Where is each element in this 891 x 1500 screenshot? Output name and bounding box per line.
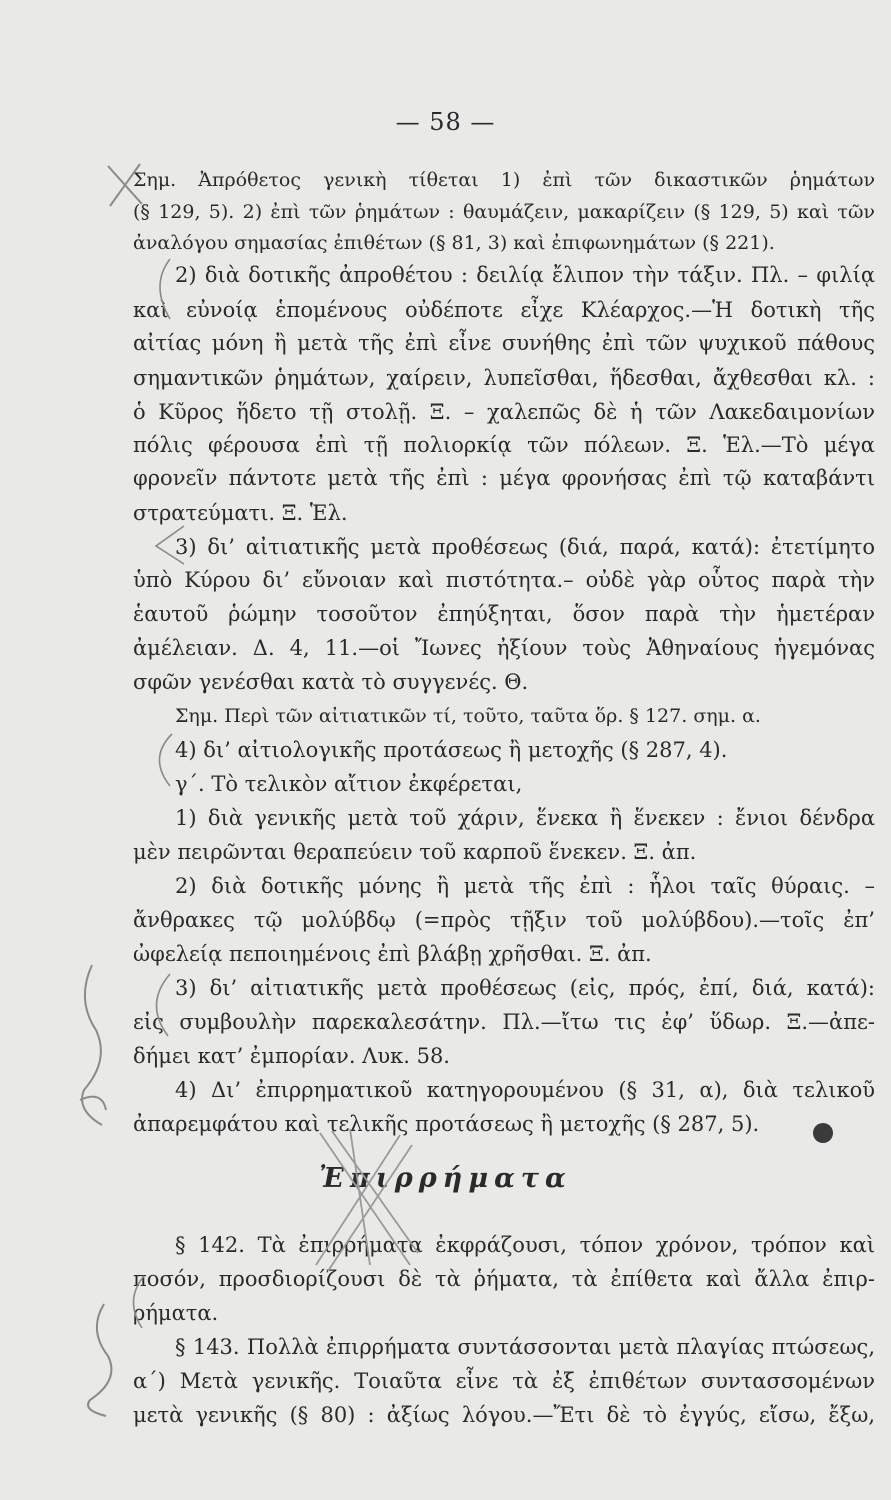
text-line: εἰς συμβουλὴν παρεκαλεσάτην. Πλ.—ἴτω τις ἐφ’ ὕδωρ. Ξ.—ἀπε-: [133, 1010, 875, 1034]
text-line: στρατεύματι. Ξ. Ἑλ.: [133, 501, 348, 525]
pencil-squiggle-mark: [70, 1300, 130, 1420]
text-line: πόλις φέρουσα ἐπὶ τῇ πολιορκίᾳ τῶν πόλεων. Ξ. Ἑλ.—Τὸ μέγα: [133, 433, 875, 457]
pencil-bracket-mark: [140, 730, 180, 790]
text-line: ἑαυτοῦ ῥώμην τοσοῦτον ἐπηύξηται, ὅσον παρὰ τὴν ἡμετέραν: [133, 602, 875, 626]
text-line: ὁ Κῦρος ἥδετο τῇ στολῇ. Ξ. – χαλεπῶς δὲ ἡ τῶν Λακεδαιμονίων: [133, 400, 875, 424]
section-heading: Ἐπιρρήματα: [319, 1163, 572, 1194]
text-line: § 143. Πολλὰ ἐπιρρήματα συντάσσονται μετὰ πλαγίας πτώσεως,: [175, 1335, 875, 1359]
text-line: ἀναλόγου σημασίας ἐπιθέτων (§ 81, 3) καὶ ἐπιφωνημάτων (§ 221).: [133, 232, 775, 254]
text-line: σφῶν γενέσθαι κατὰ τὸ συγγενές. Θ.: [133, 670, 529, 694]
text-line: 2) διὰ δοτικῆς μόνης ἢ μετὰ τῆς ἐπὶ : ἧλοι ταῖς θύραις. –: [175, 874, 875, 898]
text-line: 4) δι’ αἰτιολογικῆς προτάσεως ἢ μετοχῆς (§ 287, 4).: [175, 738, 728, 762]
page-number: — 58 —: [395, 108, 496, 136]
text-line: μὲν πειρῶνται θεραπεύειν τοῦ καρποῦ ἕνεκεν. Ξ. ἀπ.: [133, 840, 697, 864]
text-line: δήμει κατ’ ἐμπορίαν. Λυκ. 58.: [133, 1044, 450, 1068]
text-line: μετὰ γενικῆς (§ 80) : ἀξίως λόγου.—Ἔτι δὲ τὸ ἐγγύς, εἴσω, ἔξω,: [133, 1403, 875, 1427]
text-line: 1) διὰ γενικῆς μετὰ τοῦ χάριν, ἕνεκα ἢ ἕνεκεν : ἔνιοι δένδρα: [175, 806, 875, 830]
text-line: φρονεῖν πάντοτε μετὰ τῆς ἐπὶ : μέγα φρονήσας ἐπὶ τῷ καταβάντι: [133, 466, 875, 490]
text-line: α΄) Μετὰ γενικῆς. Τοιαῦτα εἶνε τὰ ἐξ ἐπιθέτων συντασσομένων: [133, 1369, 875, 1393]
text-line: Σημ. Περὶ τῶν αἰτιατικῶν τί, τοῦτο, ταῦτα ὅρ. § 127. σημ. α.: [175, 705, 761, 727]
pencil-squiggle-mark: [62, 960, 122, 1130]
text-line: ὑπὸ Κύρου δι’ εὔνοιαν καὶ πιστότητα.– οὐδὲ γὰρ οὗτος παρὰ τὴν: [133, 568, 875, 592]
text-line: ρήματα.: [133, 1301, 219, 1325]
text-line: Σημ. Ἀπρόθετος γενικὴ τίθεται 1) ἐπὶ τῶν δικαστικῶν ῥημάτων: [133, 169, 875, 191]
text-line: ἄνθρακες τῷ μολύβδῳ (=πρὸς τῇξιν τοῦ μολύβδου).—τοῖς ἐπ’: [133, 908, 875, 932]
text-line: 4) Δι’ ἐπιρρηματικοῦ κατηγορουμένου (§ 31, α), διὰ τελικοῦ: [175, 1078, 875, 1102]
text-line: 3) δι’ αἰτιατικῆς μετὰ προθέσεως (διά, παρά, κατά): ἐτετίμητο: [175, 535, 875, 559]
text-line: σημαντικῶν ῥημάτων, χαίρειν, λυπεῖσθαι, ἥδεσθαι, ἄχθεσθαι κλ. :: [133, 366, 875, 390]
text-line: καὶ εὐνοίᾳ ἑπομένους οὐδέποτε εἶχε Κλέαρχος.—Ἡ δοτικὴ τῆς: [133, 298, 875, 322]
text-line: 3) δι’ αἰτιατικῆς μετὰ προθέσεως (εἰς, πρός, ἐπί, διά, κατά):: [175, 976, 875, 1000]
text-line: αἰτίας μόνη ἢ μετὰ τῆς ἐπὶ εἶνε συνήθης ἐπὶ τῶν ψυχικοῦ πάθους: [133, 331, 875, 355]
text-line: ποσόν, προσδιορίζουσι δὲ τὰ ῥήματα, τὰ ἐπίθετα καὶ ἄλλα ἐπιρ-: [133, 1267, 875, 1291]
text-line: γ΄. Τὸ τελικὸν αἴτιον ἐκφέρεται,: [175, 772, 523, 796]
text-line: ἀπαρεμφάτου καὶ τελικῆς προτάσεως ἢ μετοχῆς (§ 287, 5).: [133, 1112, 760, 1136]
text-line: ἀμέλειαν. Δ. 4, 11.—οἱ Ἴωνες ἠξίουν τοὺς Ἀθηναίους ἡγεμόνας: [133, 636, 875, 660]
text-line: § 142. Τὰ ἐπιρρήματα ἐκφράζουσι, τόπον χρόνον, τρόπον καὶ: [175, 1233, 875, 1257]
text-line: 2) διὰ δοτικῆς ἀπροθέτου : δειλίᾳ ἔλιπον τὴν τάξιν. Πλ. – φιλίᾳ: [175, 263, 875, 287]
text-line: ὠφελείᾳ πεποιημένοις ἐπὶ βλάβῃ χρῆσθαι. Ξ. ἀπ.: [133, 942, 652, 966]
text-line: (§ 129, 5). 2) ἐπὶ τῶν ῥημάτων : θαυμάζειν, μακαρίζειν (§ 129, 5) καὶ τῶν: [133, 201, 875, 223]
